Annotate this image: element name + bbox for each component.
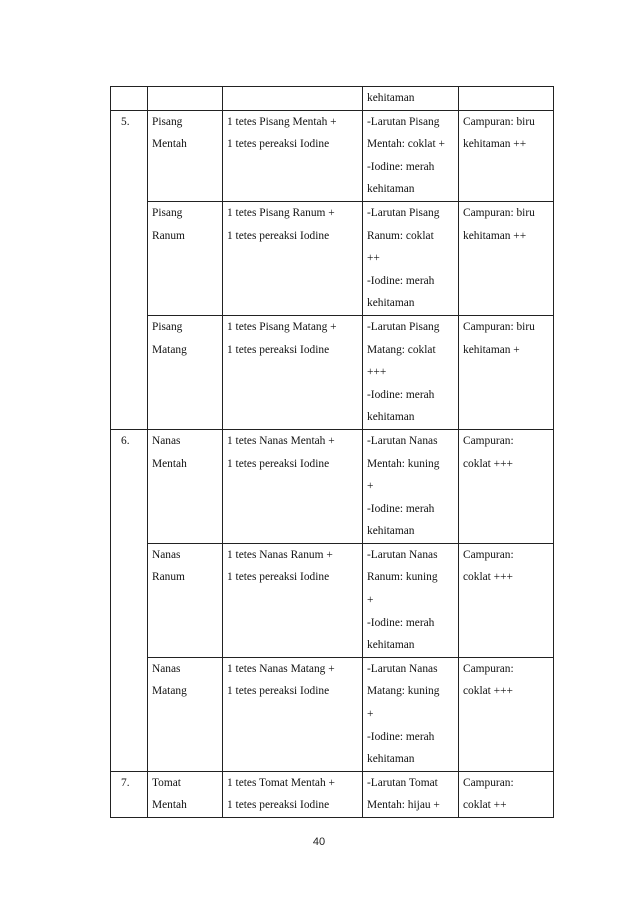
cell-result — [363, 201, 459, 315]
cell-no — [111, 201, 148, 315]
cell-sample — [148, 543, 223, 657]
result-line: -Larutan Pisang — [367, 206, 440, 219]
table-row — [111, 315, 554, 429]
procedure-line: 1 tetes pereaksi Iodine — [227, 685, 330, 698]
sample-line: Nanas — [152, 548, 181, 561]
cell-procedure — [223, 771, 363, 817]
result-line: kehitaman — [367, 525, 415, 538]
conclusion-line: coklat +++ — [463, 571, 513, 584]
procedure-line: 1 tetes Pisang Matang + — [227, 320, 337, 333]
cell-sample — [148, 315, 223, 429]
procedure-line: 1 tetes Nanas Mentah + — [227, 434, 335, 447]
result-line: -Iodine: merah — [367, 274, 435, 287]
conclusion-line: Campuran: — [463, 776, 514, 789]
cell-conclusion — [459, 657, 554, 771]
cell-conclusion — [459, 771, 554, 817]
result-line: -Larutan Tomat — [367, 776, 438, 789]
result-line: Ranum: coklat — [367, 229, 434, 242]
conclusion-line: coklat ++ — [463, 799, 507, 812]
procedure-line: 1 tetes pereaksi Iodine — [227, 229, 330, 242]
result-line: -Iodine: merah — [367, 730, 435, 743]
conclusion-line: kehitaman ++ — [463, 138, 527, 151]
cell-procedure — [223, 110, 363, 201]
result-line: -Larutan Pisang — [367, 320, 440, 333]
cell-procedure — [223, 201, 363, 315]
conclusion-line: Campuran: — [463, 662, 514, 675]
result-line: -Larutan Pisang — [367, 115, 440, 128]
conclusion-line: Campuran: biru — [463, 206, 535, 219]
result-line: -Iodine: merah — [367, 502, 435, 515]
result-line: + — [367, 480, 374, 493]
sample-line: Ranum — [152, 229, 185, 242]
cell-procedure — [223, 87, 363, 111]
cell-conclusion — [459, 201, 554, 315]
result-line: kehitaman — [367, 753, 415, 766]
table-row — [111, 201, 554, 315]
cell-result — [363, 87, 459, 111]
sample-line: Pisang — [152, 320, 183, 333]
results-table — [110, 86, 554, 818]
sample-line: Matang — [152, 685, 187, 698]
sample-line: Nanas — [152, 434, 181, 447]
cell-procedure — [223, 657, 363, 771]
result-line: Matang: kuning — [367, 685, 440, 698]
procedure-line: 1 tetes pereaksi Iodine — [227, 457, 330, 470]
result-line: -Larutan Nanas — [367, 662, 438, 675]
sample-line: Matang — [152, 343, 187, 356]
result-line: kehitaman — [367, 411, 415, 424]
procedure-line: 1 tetes Pisang Ranum + — [227, 206, 335, 219]
results-table-body — [111, 87, 554, 818]
result-line: +++ — [367, 366, 387, 379]
cell-no: 5. — [111, 110, 148, 201]
result-line: + — [367, 594, 374, 607]
cell-sample — [148, 110, 223, 201]
procedure-line: 1 tetes pereaksi Iodine — [227, 343, 330, 356]
conclusion-line: kehitaman + — [463, 343, 520, 356]
table-row — [111, 110, 554, 201]
cell-no: 6. — [111, 429, 148, 543]
cell-sample — [148, 429, 223, 543]
cell-no — [111, 543, 148, 657]
cell-result — [363, 543, 459, 657]
cell-conclusion — [459, 110, 554, 201]
result-line: + — [367, 708, 374, 721]
table-row — [111, 543, 554, 657]
cell-sample — [148, 771, 223, 817]
cell-no: 7. — [111, 771, 148, 817]
cell-result — [363, 110, 459, 201]
result-line: -Iodine: merah — [367, 388, 435, 401]
procedure-line: 1 tetes pereaksi Iodine — [227, 799, 330, 812]
cell-no — [111, 657, 148, 771]
cell-procedure — [223, 429, 363, 543]
sample-line: Mentah — [152, 138, 187, 151]
table-row — [111, 657, 554, 771]
sample-line: Tomat — [152, 776, 181, 789]
procedure-line: 1 tetes Pisang Mentah + — [227, 115, 337, 128]
cell-sample — [148, 201, 223, 315]
cell-no — [111, 87, 148, 111]
result-line: ++ — [367, 252, 380, 265]
procedure-line: 1 tetes Nanas Ranum + — [227, 548, 333, 561]
cell-no — [111, 315, 148, 429]
cell-conclusion — [459, 429, 554, 543]
cell-result — [363, 771, 459, 817]
result-line: -Larutan Nanas — [367, 434, 438, 447]
cell-result — [363, 429, 459, 543]
result-line: -Iodine: merah — [367, 160, 435, 173]
sample-line: Mentah — [152, 457, 187, 470]
conclusion-line: kehitaman ++ — [463, 229, 527, 242]
conclusion-line: Campuran: — [463, 434, 514, 447]
cell-result — [363, 315, 459, 429]
sample-line: Pisang — [152, 206, 183, 219]
table-row-continuation — [111, 87, 554, 111]
sample-line: Nanas — [152, 662, 181, 675]
procedure-line: 1 tetes pereaksi Iodine — [227, 138, 330, 151]
cell-procedure — [223, 315, 363, 429]
cell-conclusion — [459, 543, 554, 657]
result-line: kehitaman — [367, 92, 415, 104]
result-line: kehitaman — [367, 297, 415, 310]
result-line: Matang: coklat — [367, 343, 436, 356]
cell-conclusion — [459, 315, 554, 429]
table-row — [111, 771, 554, 817]
conclusion-line: coklat +++ — [463, 457, 513, 470]
result-line: Mentah: hijau + — [367, 799, 440, 812]
page-number: 40 — [312, 836, 326, 848]
cell-sample — [148, 657, 223, 771]
result-line: kehitaman — [367, 639, 415, 652]
table-row — [111, 429, 554, 543]
result-line: kehitaman — [367, 183, 415, 196]
sample-line: Mentah — [152, 799, 187, 812]
result-line: -Larutan Nanas — [367, 548, 438, 561]
conclusion-line: coklat +++ — [463, 685, 513, 698]
procedure-line: 1 tetes pereaksi Iodine — [227, 571, 330, 584]
procedure-line: 1 tetes Nanas Matang + — [227, 662, 335, 675]
sample-line: Ranum — [152, 571, 185, 584]
result-line: Ranum: kuning — [367, 571, 438, 584]
result-line: Mentah: coklat + — [367, 138, 445, 151]
result-line: -Iodine: merah — [367, 616, 435, 629]
conclusion-line: Campuran: — [463, 548, 514, 561]
cell-conclusion — [459, 87, 554, 111]
cell-procedure — [223, 543, 363, 657]
procedure-line: 1 tetes Tomat Mentah + — [227, 776, 335, 789]
cell-sample — [148, 87, 223, 111]
cell-result — [363, 657, 459, 771]
conclusion-line: Campuran: biru — [463, 320, 535, 333]
conclusion-line: Campuran: biru — [463, 115, 535, 128]
sample-line: Pisang — [152, 115, 183, 128]
result-line: Mentah: kuning — [367, 457, 440, 470]
